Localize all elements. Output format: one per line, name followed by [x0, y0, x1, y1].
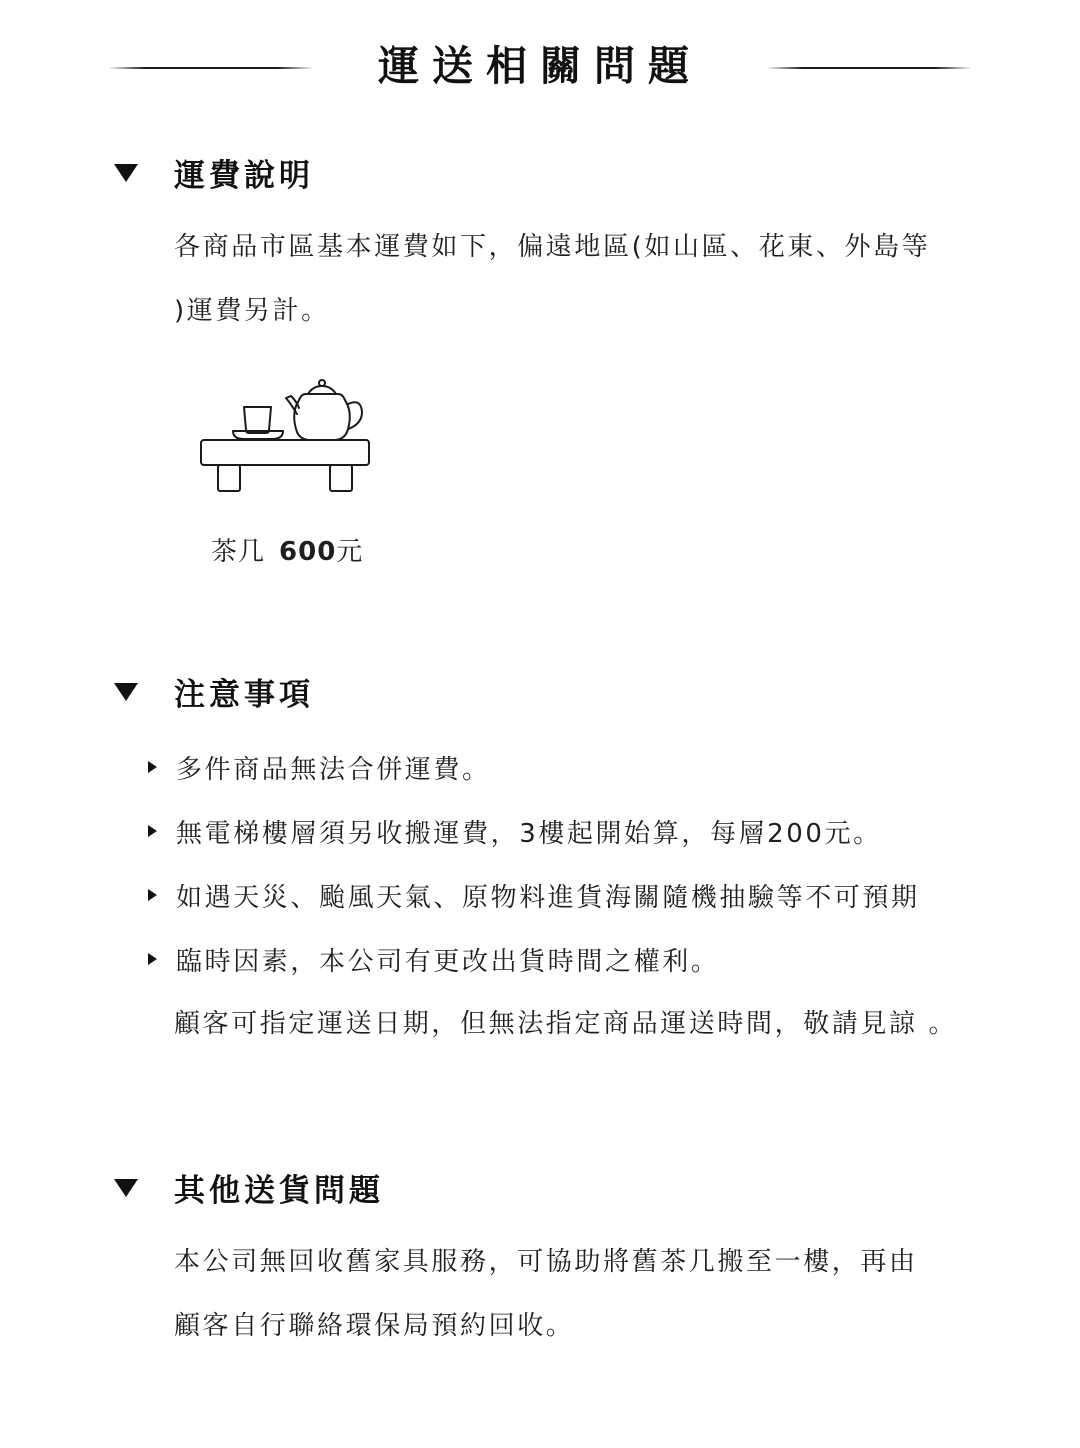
notes-delivery-date-line: 顧客可指定運送日期，但無法指定商品運送時間，敬請見諒 。 — [174, 1009, 958, 1039]
tea-table-icon — [196, 374, 374, 498]
other-delivery-line-2: 顧客自行聯絡環保局預約回收。 — [174, 1311, 575, 1341]
notes-bullet-item — [146, 799, 882, 863]
page-title: 運送相關問題 — [378, 42, 702, 90]
shipping-fee-line-1: 各商品市區基本運費如下，偏遠地區(如山區、花東、外島等 — [174, 232, 931, 262]
title-divider-right — [766, 67, 972, 69]
product-name: 茶几 — [211, 537, 266, 567]
bullet-arrow-icon — [146, 888, 160, 902]
bullet-arrow-icon — [146, 760, 160, 774]
notes-bullet-text: 多件商品無法合併運費。 — [176, 754, 491, 785]
caret-down-icon — [112, 1175, 136, 1199]
section-title: 注意事項 — [174, 676, 314, 713]
section-title: 運費說明 — [174, 157, 314, 194]
section-title: 其他送貨問題 — [174, 1172, 384, 1209]
product-tea-table — [196, 374, 376, 498]
notes-bullet-item — [146, 927, 719, 991]
shipping-fee-line-2: )運費另計。 — [174, 296, 330, 326]
price-unit: 元 — [336, 537, 364, 567]
caret-down-icon — [112, 679, 136, 703]
section-notes-header[interactable] — [112, 671, 314, 711]
notes-bullet-item — [146, 863, 920, 927]
bullet-arrow-icon — [146, 952, 160, 966]
product-price-row — [211, 532, 363, 572]
notes-bullet-item — [146, 735, 491, 799]
caret-down-icon — [112, 160, 136, 184]
notes-bullet-text: 臨時因素，本公司有更改出貨時間之權利。 — [176, 946, 720, 977]
section-shipping-fee-header[interactable] — [112, 152, 314, 192]
notes-bullet-text: 無電梯樓層須另收搬運費，3樓起開始算，每層200元。 — [176, 818, 882, 849]
other-delivery-line-1: 本公司無回收舊家具服務，可協助將舊茶几搬至一樓，再由 — [174, 1247, 918, 1277]
page-header — [0, 0, 1080, 135]
product-price: 600 — [279, 537, 337, 567]
section-other-delivery-header[interactable] — [112, 1167, 384, 1207]
notes-bullet-text: 如遇天災、颱風天氣、原物料進貨海關隨機抽驗等不可預期 — [176, 882, 920, 913]
bullet-arrow-icon — [146, 824, 160, 838]
title-divider-left — [108, 67, 314, 69]
